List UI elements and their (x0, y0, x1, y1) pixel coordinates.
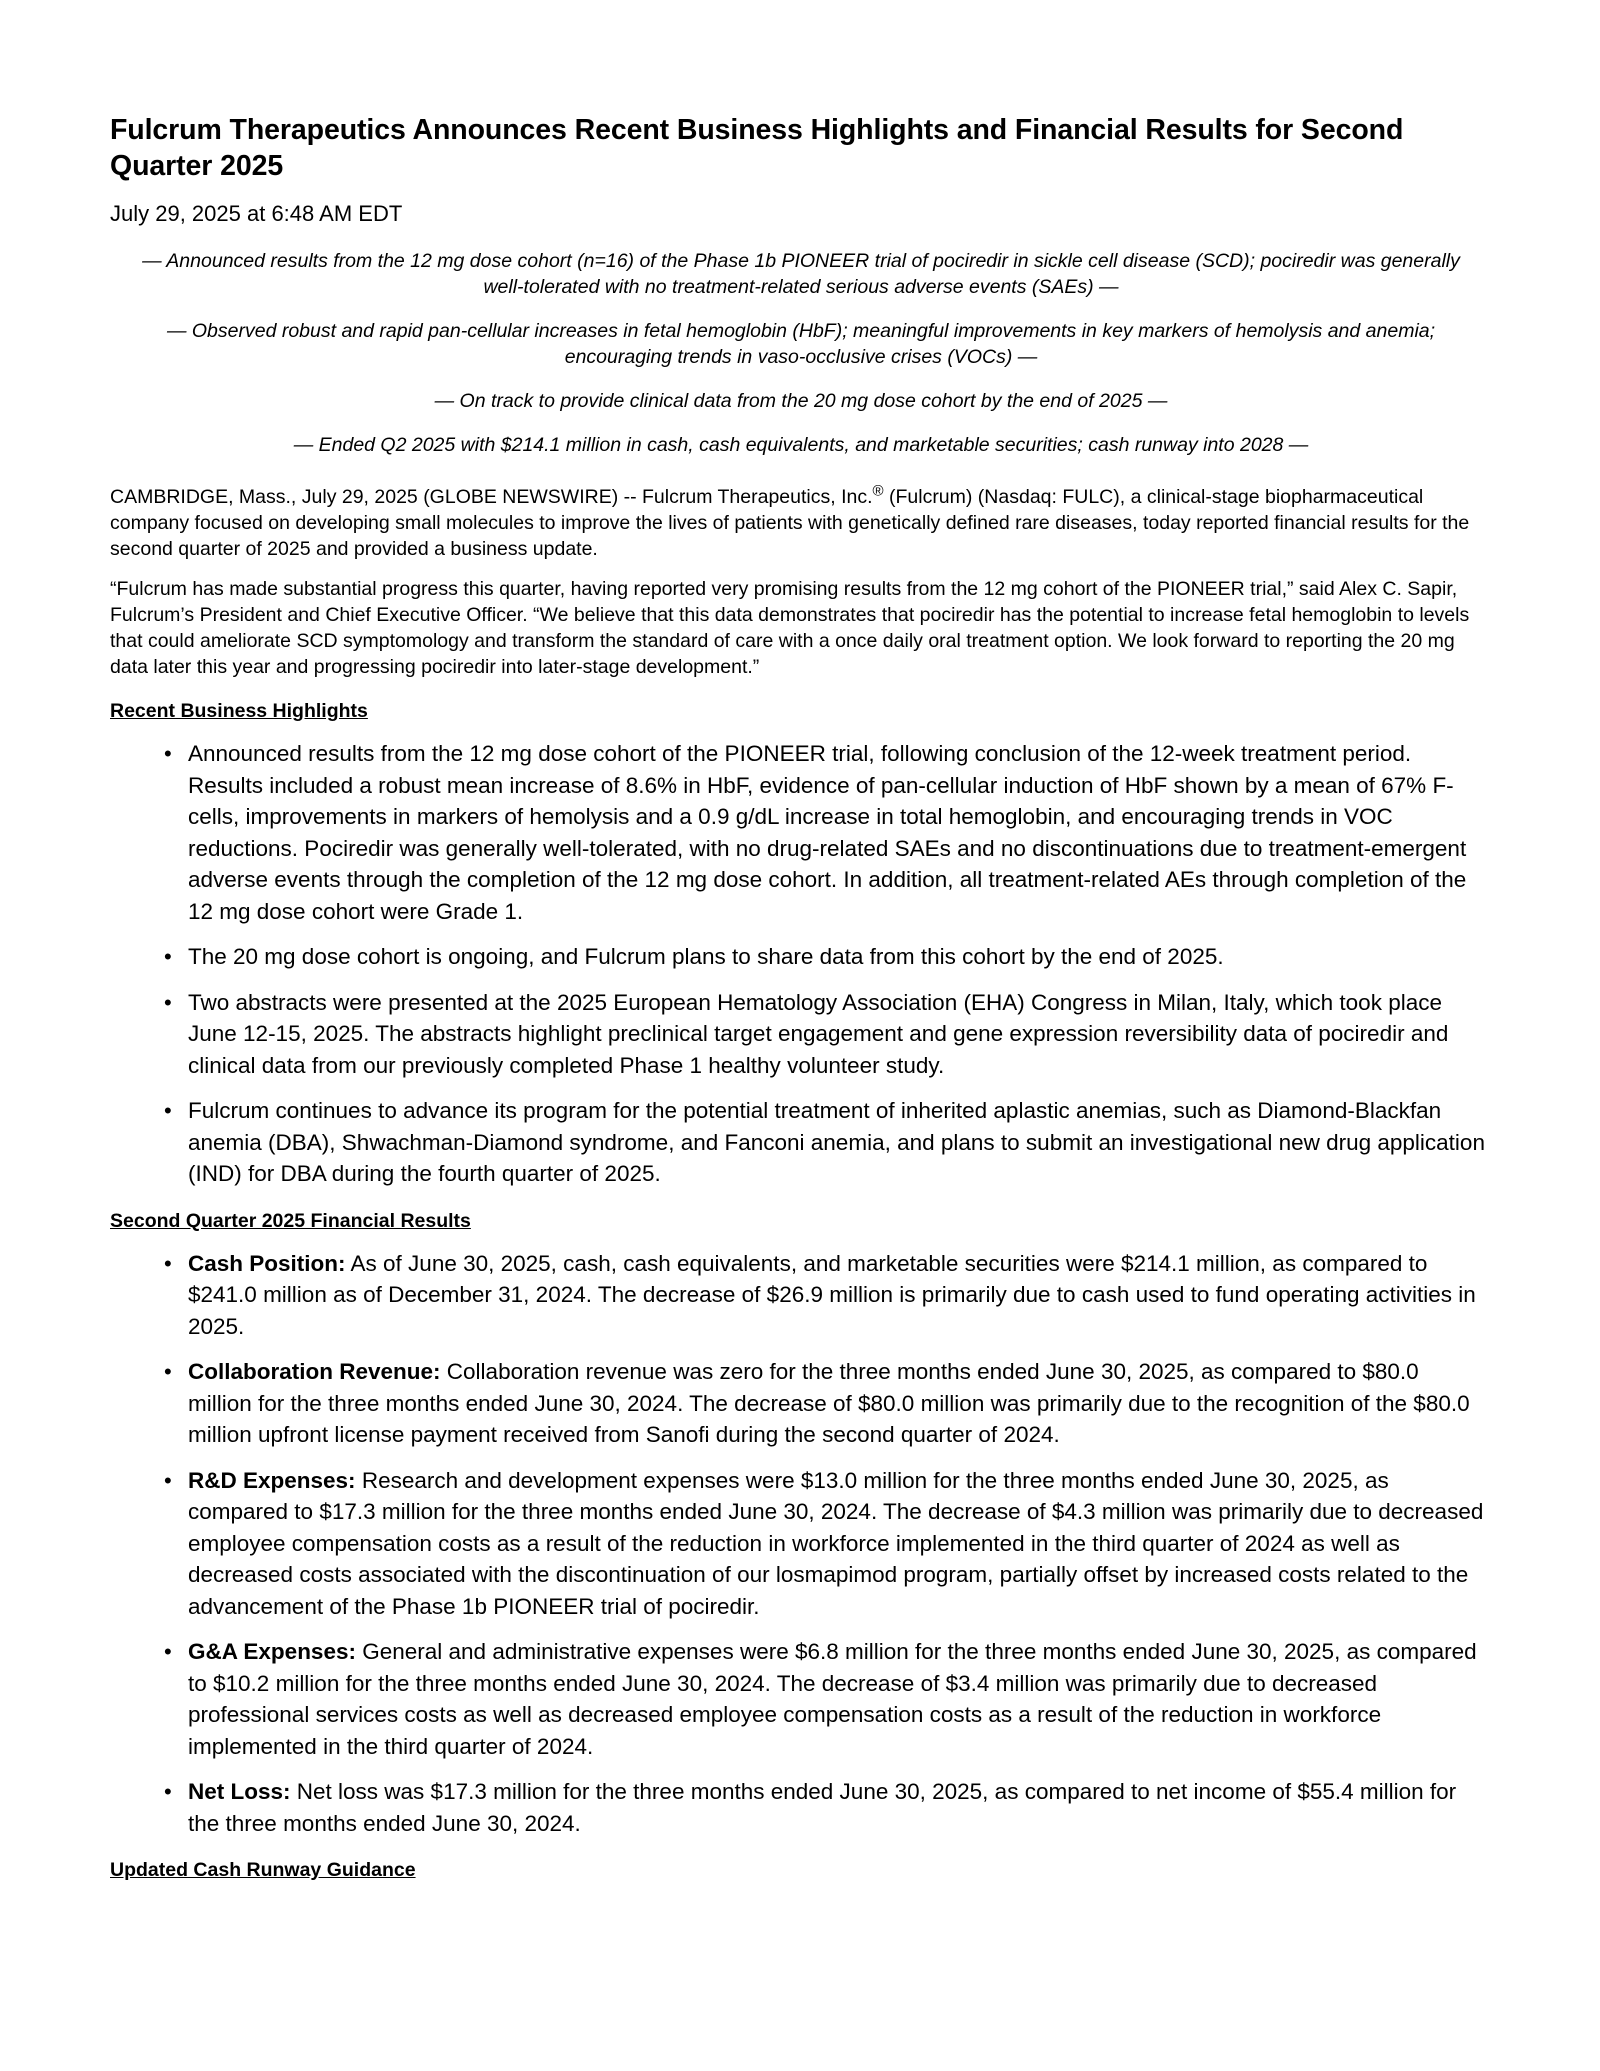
bullet-icon: • (164, 1098, 172, 1123)
list-item-text: Announced results from the 12 mg dose cohort of the PIONEER trial, following conclusion of the 12-week treatment period. Results included a robust mean increase of 8.6% in HbF, evidence of pan-cellular induction of HbF shown by a mean of 67% F-cells, improvements in markers of hemolysis and a 0.9 g/dL increase in total hemoglobin, and encouraging trends in VOC reductions. Pociredir was generally well-tolerated, with no drug-related SAEs and no discontinuations due to treatment-emergent adverse events through the completion of the 12 mg dose cohort. In addition, all treatment-related AEs through completion of the 12 mg dose cohort were Grade 1. (188, 741, 1467, 924)
list-item (164, 1636, 1492, 1762)
list-item-text: Net loss was $17.3 million for the three months ended June 30, 2025, as compared to net income of $55.4 million for the three months ended June 30, 2024. (188, 1779, 1457, 1836)
item-label: R&D Expenses: (188, 1467, 356, 1493)
subheadline: — Announced results from the 12 mg dose cohort (n=16) of the Phase 1b PIONEER trial of pociredir in sickle cell disease (SCD); pociredir was generally well-tolerated with no treatment-related serious adverse events (SAEs) — (142, 250, 1460, 298)
ceo-quote-paragraph: “Fulcrum has made substantial progress this quarter, having reported very promising results from the 12 mg cohort of the PIONEER trial,” said Alex C. Sapir, Fulcrum’s President and Chief Executive Officer. “We believe that this data demonstrates that pociredir has the potential to increase fetal hemoglobin to levels that could ameliorate SCD symptomology and transform the standard of care with a once daily oral treatment option. We look forward to reporting the 20 mg data later this year and progressing pociredir into later-stage development.” (110, 578, 1470, 678)
article-dateline: July 29, 2025 at 6:48 AM EDT (110, 201, 403, 226)
list-item (164, 1356, 1492, 1451)
bullet-icon: • (164, 1467, 172, 1493)
list-item-text: General and administrative expenses were $6.8 million for the three months ended June 30, 2025, as compared to $10.2 million for the three months ended June 30, 2024. The decrease of $3.4 million was primarily due to decreased professional services costs as well as decreased employee compensation costs as a result of the reduction in workforce implemented in the third quarter of 2024. (188, 1639, 1477, 1759)
subheadline: — Observed robust and rapid pan-cellular increases in fetal hemoglobin (HbF); meaningful improvements in key markers of hemolysis and anemia; encouraging trends in vaso-occlusive crises (VOCs) — (166, 320, 1436, 368)
bullet-icon: • (164, 741, 172, 766)
bullet-icon: • (164, 944, 172, 969)
list-item-text: Collaboration revenue was zero for the three months ended June 30, 2025, as compared to $80.0 million for the three months ended June 30, 2024. The decrease of $80.0 million was primarily due to the recognition of the $80.0 million upfront license payment received from Sanofi during the second quarter of 2024. (188, 1359, 1470, 1447)
bullet-icon: • (164, 1359, 172, 1384)
intro-paragraph (110, 484, 1492, 562)
list-item-text: As of June 30, 2025, cash, cash equivalents, and marketable securities were $214.1 million, as compared to $241.0 million as of December 31, 2024. The decrease of $26.9 million is primarily due to cash used to fund operating activities in 2025. (188, 1250, 1476, 1339)
item-label: Net Loss: (188, 1779, 291, 1804)
list-item-text: Two abstracts were presented at the 2025 European Hematology Association (EHA) Congress in Milan, Italy, which took place June 12-15, 2025. The abstracts highlight preclinical target engagement and gene expression reversibility data of pociredir and clinical data from our previously completed Phase 1 healthy volunteer study. (188, 989, 1449, 1078)
section-heading-financial-results: Second Quarter 2025 Financial Results (110, 1209, 471, 1232)
list-item (164, 1776, 1492, 1839)
article-title: Fulcrum Therapeutics Announces Recent Business Highlights and Financial Results for Second Quarter 2025 (110, 114, 1404, 182)
list-item-text: Fulcrum continues to advance its program for the potential treatment of inherited aplastic anemias, such as Diamond-Blackfan anemia (DBA), Shwachman-Diamond syndrome, and Fanconi anemia, and plans to submit an investigational new drug application (IND) for DBA during the fourth quarter of 2025. (188, 1098, 1485, 1186)
list-item (164, 1465, 1492, 1623)
list-item-text: Research and development expenses were $13.0 million for the three months ended June 30, 2025, as compared to $17.3 million for the three months ended June 30, 2024. The decrease of $4.3 million was primarily due to decreased employee compensation costs as a result of the reduction in workforce implemented in the third quarter of 2024 as well as decreased costs associated with the discontinuation of our losmapimod program, partially offset by increased costs related to the advancement of the Phase 1b PIONEER trial of pociredir. (188, 1467, 1484, 1619)
intro-text-continued: (Fulcrum) (Nasdaq: FULC), a clinical-stage biopharmaceutical company focused on developing small molecules to improve the lives of patients with genetically defined rare diseases, today reported financial results for the second quarter of 2025 and provided a business update. (110, 486, 1470, 560)
item-label: Cash Position: (188, 1250, 346, 1276)
list-item (164, 987, 1492, 1082)
list-item (164, 1248, 1492, 1343)
list-item (164, 1095, 1492, 1190)
subheadline: — Ended Q2 2025 with $214.1 million in cash, cash equivalents, and marketable securities; cash runway into 2028 — (293, 434, 1309, 456)
subheadline: — On track to provide clinical data from the 20 mg dose cohort by the end of 2025 — (434, 390, 1168, 412)
registered-mark: ® (872, 482, 884, 500)
item-label: Collaboration Revenue: (188, 1359, 441, 1384)
business-highlights-list (110, 738, 1492, 1190)
bullet-icon: • (164, 1250, 172, 1276)
list-item-text: The 20 mg dose cohort is ongoing, and Fulcrum plans to share data from this cohort by the end of 2025. (188, 944, 1224, 969)
item-label: G&A Expenses: (188, 1639, 356, 1664)
list-item (164, 941, 1492, 973)
list-item (164, 738, 1492, 927)
bullet-icon: • (164, 1639, 172, 1664)
financial-results-list (110, 1248, 1492, 1840)
bullet-icon: • (164, 989, 172, 1015)
intro-text: CAMBRIDGE, Mass., July 29, 2025 (GLOBE NEWSWIRE) -- Fulcrum Therapeutics, Inc. (110, 486, 873, 508)
bullet-icon: • (164, 1779, 172, 1804)
section-heading-cash-runway: Updated Cash Runway Guidance (110, 1859, 416, 1881)
section-heading-business-highlights: Recent Business Highlights (110, 700, 368, 722)
